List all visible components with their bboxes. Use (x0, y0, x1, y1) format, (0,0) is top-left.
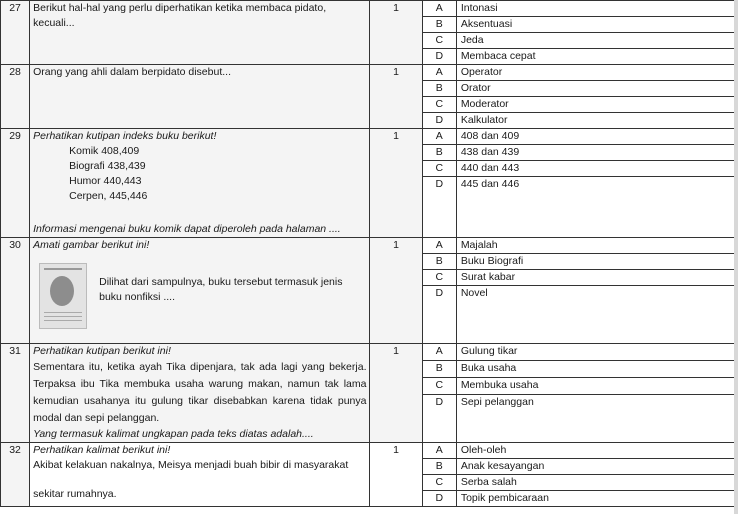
option-letter: B (422, 254, 456, 270)
option-letter: A (422, 129, 456, 145)
option-text: Topik pembicaraan (456, 491, 737, 507)
question-score: 1 (370, 443, 422, 507)
option-letter: D (422, 491, 456, 507)
book-cover-image (39, 263, 87, 329)
question-intro: Perhatikan kalimat berikut ini! (33, 444, 171, 456)
option-text: Surat kabar (456, 270, 737, 286)
option-text: Kalkulator (456, 113, 737, 129)
question-number: 32 (1, 443, 30, 507)
table-row (1, 443, 738, 459)
option-letter: C (422, 377, 456, 394)
question-passage: Akibat kelakuan nakalnya, Meisya menjadi buah bibir di masyarakat (33, 459, 349, 471)
option-text: Moderator (456, 97, 737, 113)
question-number: 29 (1, 129, 30, 238)
question-intro: Perhatikan kutipan indeks buku berikut! (33, 130, 217, 142)
question-score: 1 (370, 344, 422, 443)
option-letter: A (422, 344, 456, 361)
question-number: 31 (1, 344, 30, 443)
option-text: Buka usaha (456, 360, 737, 377)
option-letter: C (422, 161, 456, 177)
question-closing: Informasi mengenai buku komik dapat diperoleh pada halaman .... (33, 223, 341, 235)
question-text (30, 344, 370, 443)
question-number: 30 (1, 238, 30, 344)
question-number: 28 (1, 65, 30, 129)
option-letter: A (422, 65, 456, 81)
question-line: Orang yang ahli dalam berpidato disebut... (33, 66, 231, 78)
table-row (1, 1, 738, 17)
option-letter: B (422, 360, 456, 377)
question-line: Berikut hal-hal yang perlu diperhatikan ketika membaca pidato, (33, 2, 327, 14)
table-row (1, 129, 738, 145)
index-item: Humor 440,443 (69, 175, 142, 187)
option-letter: C (422, 270, 456, 286)
question-score: 1 (370, 238, 422, 344)
option-text: Intonasi (456, 1, 737, 17)
option-letter: D (422, 394, 456, 442)
option-letter: C (422, 33, 456, 49)
option-letter: D (422, 286, 456, 344)
question-line: kecuali... (33, 17, 75, 29)
option-text: Membaca cepat (456, 49, 737, 65)
option-letter: D (422, 177, 456, 238)
table-row (1, 65, 738, 81)
option-text: Anak kesayangan (456, 459, 737, 475)
option-text: Serba salah (456, 475, 737, 491)
option-text: Gulung tikar (456, 344, 737, 361)
option-text: Aksentuasi (456, 17, 737, 33)
option-letter: B (422, 81, 456, 97)
option-text: Membuka usaha (456, 377, 737, 394)
question-text (30, 1, 370, 65)
question-text (30, 238, 370, 344)
option-text: 408 dan 409 (456, 129, 737, 145)
option-letter: D (422, 49, 456, 65)
question-score: 1 (370, 65, 422, 129)
question-passage: Sementara itu, ketika ayah Tika dipenjara, tak ada lagi yang bekerja. Terpaksa ibu Tika membuka usaha warung makan, namun tak lama kemudian usahanya itu gulung tikar disebabkan karena tidak punya modal dan sepi pelanggan. (33, 361, 367, 424)
option-text: Orator (456, 81, 737, 97)
question-score: 1 (370, 1, 422, 65)
question-text (30, 129, 370, 238)
question-passage-end: sekitar rumahnya. (33, 488, 117, 500)
question-intro: Perhatikan kutipan berikut ini! (33, 345, 171, 357)
question-text (30, 65, 370, 129)
option-text: 438 dan 439 (456, 145, 737, 161)
option-text: Operator (456, 65, 737, 81)
option-text: Majalah (456, 238, 737, 254)
option-text: 445 dan 446 (456, 177, 737, 238)
question-text (30, 443, 370, 507)
option-letter: B (422, 145, 456, 161)
question-intro: Amati gambar berikut ini! (33, 239, 150, 251)
option-letter: B (422, 459, 456, 475)
option-letter: A (422, 1, 456, 17)
option-letter: C (422, 475, 456, 491)
index-item: Komik 408,409 (69, 145, 140, 157)
question-score: 1 (370, 129, 422, 238)
option-text: 440 dan 443 (456, 161, 737, 177)
index-item: Biografi 438,439 (69, 160, 146, 172)
question-line: buku nonfiksi .... (99, 291, 175, 303)
option-letter: B (422, 17, 456, 33)
option-text: Sepi pelanggan (456, 394, 737, 442)
option-letter: C (422, 97, 456, 113)
option-letter: A (422, 238, 456, 254)
question-closing: Yang termasuk kalimat ungkapan pada teks diatas adalah.... (33, 428, 314, 440)
option-letter: A (422, 443, 456, 459)
page-edge-scrollbar[interactable] (734, 0, 738, 514)
question-number: 27 (1, 1, 30, 65)
option-text: Jeda (456, 33, 737, 49)
option-text: Oleh-oleh (456, 443, 737, 459)
table-row (1, 238, 738, 254)
option-text: Novel (456, 286, 737, 344)
option-letter: D (422, 113, 456, 129)
question-line: Dilihat dari sampulnya, buku tersebut termasuk jenis (99, 276, 343, 288)
index-item: Cerpen, 445,446 (69, 190, 148, 202)
table-row (1, 344, 738, 361)
option-text: Buku Biografi (456, 254, 737, 270)
